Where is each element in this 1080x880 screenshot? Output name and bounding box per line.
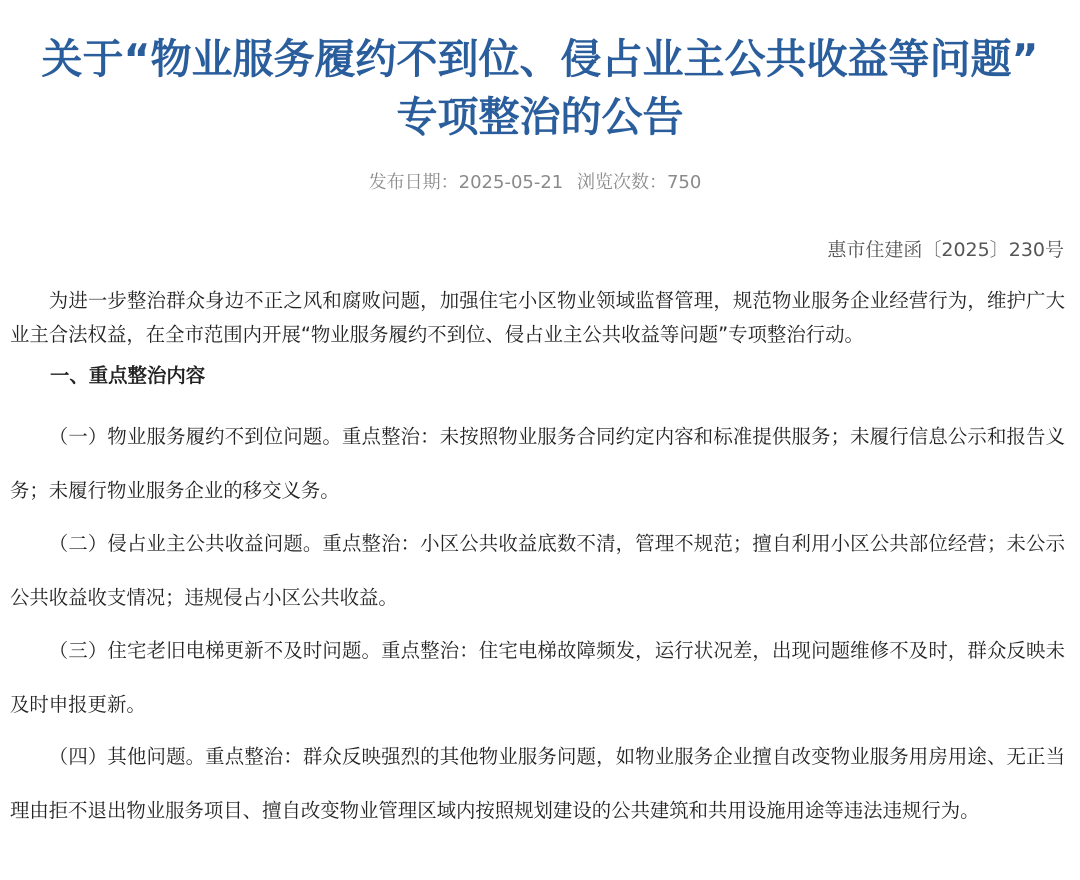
section-heading: 一、重点整治内容 xyxy=(50,364,206,387)
document-number: 惠市住建函〔2025〕230号 xyxy=(827,239,1064,261)
publish-date-group xyxy=(369,172,564,193)
article-meta xyxy=(0,168,1070,194)
list-item-2: （二）侵占业主公共收益问题。重点整治：小区公共收益底数不清，管理不规范；擅自利用小区公共部位经营；未公示公共收益收支情况；违规侵占小区公共收益。 xyxy=(10,532,1065,609)
view-count: 750 xyxy=(666,172,702,193)
publish-date-label: 发布日期： xyxy=(368,172,459,193)
view-count-group xyxy=(577,172,701,193)
list-item-1: （一）物业服务履约不到位问题。重点整治：未按照物业服务合同约定内容和标准提供服务；未履行信息公示和报告义务；未履行物业服务企业的移交义务。 xyxy=(10,425,1065,502)
view-count-label: 浏览次数： xyxy=(576,172,667,193)
page-title-line-1: 关于“物业服务履约不到位、侵占业主公共收益等问题” xyxy=(41,35,1039,83)
list-item-4: （四）其他问题。重点整治：群众反映强烈的其他物业服务问题，如物业服务企业擅自改变物业服务用房用途、无正当理由拒不退出物业服务项目、擅自改变物业管理区域内按照规划建设的公共建筑和共用设施用途等违法违规行为。 xyxy=(10,745,1065,822)
intro-paragraph: 为进一步整治群众身边不正之风和腐败问题，加强住宅小区物业领域监督管理，规范物业服务企业经营行为，维护广大业主合法权益，在全市范围内开展“物业服务履约不到位、侵占业主公共收益等问题”专项整治行动。 xyxy=(10,289,1065,346)
list-item-3: （三）住宅老旧电梯更新不及时问题。重点整治：住宅电梯故障频发，运行状况差，出现问题维修不及时，群众反映未及时申报更新。 xyxy=(10,639,1065,716)
page-title-line-2: 专项整治的公告 xyxy=(396,93,684,141)
publish-date: 2025-05-21 xyxy=(458,172,564,193)
